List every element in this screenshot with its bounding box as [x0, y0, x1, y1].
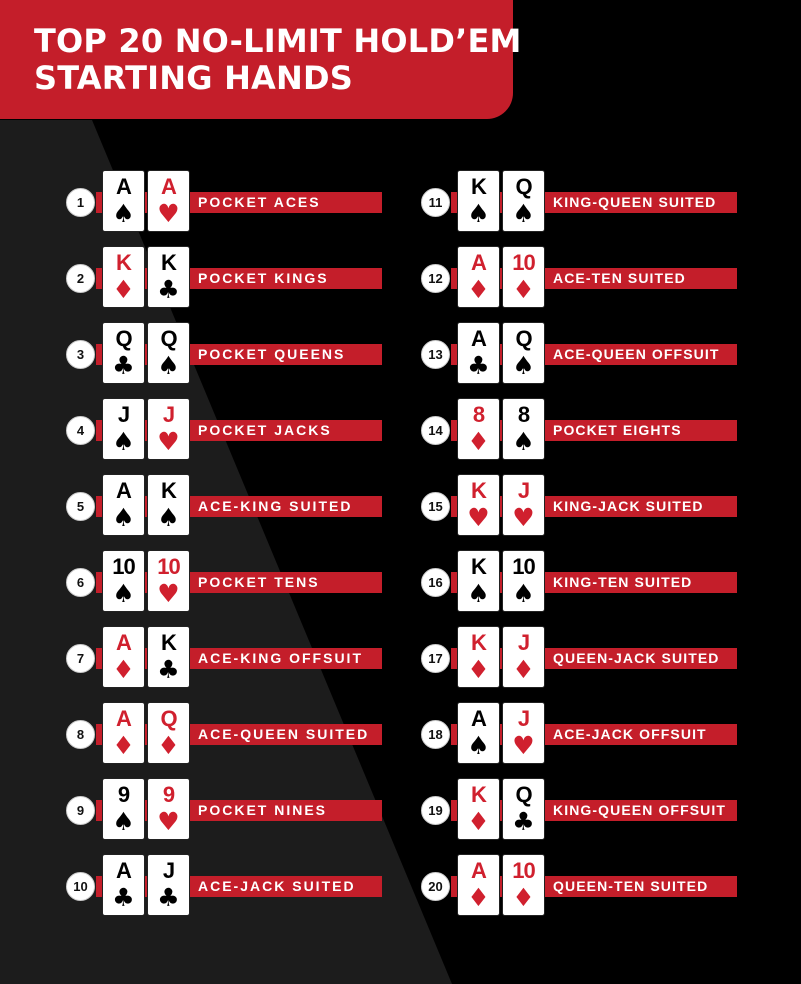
playing-card-first: [102, 474, 145, 536]
hand-row: [421, 322, 741, 386]
card-rank: Q: [160, 706, 177, 731]
suit-icon: ♣: [467, 351, 490, 380]
playing-card-first: [457, 246, 500, 308]
suit-icon: ♦: [112, 655, 135, 684]
card-rank: A: [116, 630, 131, 655]
hand-name-label: POCKET QUEENS: [198, 346, 346, 362]
playing-card-second: [147, 474, 190, 536]
card-rank: K: [471, 478, 486, 503]
playing-card-second: [147, 170, 190, 232]
card-rank: 8: [517, 402, 530, 427]
suit-icon: ♣: [157, 883, 180, 912]
rank-number-badge: 14: [421, 416, 450, 445]
card-rank: A: [116, 174, 131, 199]
suit-icon: ♠: [467, 731, 490, 760]
card-rank: 10: [512, 858, 535, 883]
playing-card-first: [457, 702, 500, 764]
rank-number-badge: 10: [66, 872, 95, 901]
playing-card-first: [457, 170, 500, 232]
hand-row: [421, 854, 741, 918]
suit-icon: ♦: [112, 275, 135, 304]
card-rank: K: [161, 630, 176, 655]
card-rank: K: [471, 630, 486, 655]
playing-card-first: [457, 550, 500, 612]
hand-row: [66, 398, 386, 462]
rank-number-badge: 9: [66, 796, 95, 825]
card-rank: 10: [512, 554, 535, 579]
card-rank: A: [116, 858, 131, 883]
suit-icon: ♠: [157, 503, 180, 532]
hand-row: [66, 170, 386, 234]
playing-card-first: [102, 702, 145, 764]
rank-number-badge: 8: [66, 720, 95, 749]
card-rank: 10: [112, 554, 135, 579]
suit-icon: ♦: [467, 655, 490, 684]
playing-card-first: [457, 322, 500, 384]
hand-name-label: ACE-TEN SUITED: [553, 270, 686, 286]
hand-name-label: KING-QUEEN SUITED: [553, 194, 717, 210]
hand-row: [66, 778, 386, 842]
hand-name-label: QUEEN-JACK SUITED: [553, 650, 720, 666]
hand-name-label: ACE-KING SUITED: [198, 498, 353, 514]
suit-icon: ♦: [512, 275, 535, 304]
card-rank: A: [471, 706, 486, 731]
suit-icon: ♠: [112, 579, 135, 608]
hand-name-label: ACE-JACK OFFSUIT: [553, 726, 707, 742]
playing-card-second: [502, 702, 545, 764]
suit-icon: ♠: [112, 199, 135, 228]
card-rank: 10: [157, 554, 180, 579]
card-rank: Q: [515, 174, 532, 199]
hand-row: [66, 246, 386, 310]
suit-icon: ♣: [512, 807, 535, 836]
suit-icon: ♦: [512, 883, 535, 912]
rank-number-badge: 19: [421, 796, 450, 825]
rank-number-badge: 7: [66, 644, 95, 673]
playing-card-second: [502, 398, 545, 460]
hand-name-label: KING-QUEEN OFFSUIT: [553, 802, 727, 818]
hand-row: [66, 550, 386, 614]
rank-number-badge: 1: [66, 188, 95, 217]
hand-name-label: QUEEN-TEN SUITED: [553, 878, 709, 894]
card-rank: K: [471, 554, 486, 579]
card-rank: J: [162, 402, 175, 427]
suit-icon: ♣: [112, 351, 135, 380]
suit-icon: ♣: [112, 883, 135, 912]
hand-row: [421, 550, 741, 614]
suit-icon: ♦: [512, 655, 535, 684]
suit-icon: ♠: [157, 351, 180, 380]
playing-card-first: [102, 322, 145, 384]
playing-card-second: [502, 170, 545, 232]
page-title-line-2: STARTING HANDS: [34, 59, 354, 97]
rank-number-badge: 2: [66, 264, 95, 293]
card-rank: J: [117, 402, 130, 427]
card-rank: K: [161, 478, 176, 503]
hand-row: [66, 854, 386, 918]
hand-row: [421, 246, 741, 310]
card-rank: A: [471, 858, 486, 883]
suit-icon: ♠: [467, 199, 490, 228]
suit-icon: ♣: [157, 275, 180, 304]
hand-row: [421, 398, 741, 462]
playing-card-first: [102, 246, 145, 308]
card-rank: 10: [512, 250, 535, 275]
suit-icon: ♠: [467, 579, 490, 608]
rank-number-badge: 20: [421, 872, 450, 901]
card-rank: A: [161, 174, 176, 199]
card-rank: Q: [160, 326, 177, 351]
hand-name-label: POCKET NINES: [198, 802, 328, 818]
hand-name-label: ACE-QUEEN SUITED: [198, 726, 370, 742]
playing-card-second: [147, 398, 190, 460]
hand-row: [66, 626, 386, 690]
playing-card-first: [457, 854, 500, 916]
card-rank: J: [517, 630, 530, 655]
suit-icon: ♦: [467, 427, 490, 456]
playing-card-second: [502, 550, 545, 612]
playing-card-second: [147, 322, 190, 384]
hand-name-label: POCKET ACES: [198, 194, 321, 210]
hand-name-label: POCKET TENS: [198, 574, 320, 590]
playing-card-second: [502, 626, 545, 688]
suit-icon: ♠: [512, 427, 535, 456]
suit-icon: ♠: [112, 807, 135, 836]
card-rank: A: [116, 478, 131, 503]
card-rank: Q: [515, 782, 532, 807]
playing-card-first: [457, 626, 500, 688]
hand-name-label: KING-JACK SUITED: [553, 498, 704, 514]
suit-icon: ♠: [512, 579, 535, 608]
rank-number-badge: 16: [421, 568, 450, 597]
card-rank: K: [161, 250, 176, 275]
playing-card-second: [147, 246, 190, 308]
hand-row: [421, 474, 741, 538]
playing-card-first: [102, 550, 145, 612]
card-rank: A: [116, 706, 131, 731]
title-banner: [0, 0, 522, 119]
card-rank: A: [471, 326, 486, 351]
suit-icon: ♥: [157, 199, 180, 228]
suit-icon: ♥: [157, 807, 180, 836]
hand-name-label: ACE-QUEEN OFFSUIT: [553, 346, 720, 362]
card-rank: 9: [162, 782, 175, 807]
playing-card-second: [502, 246, 545, 308]
hand-row: [421, 170, 741, 234]
playing-card-second: [147, 778, 190, 840]
suit-icon: ♦: [467, 275, 490, 304]
suit-icon: ♥: [467, 503, 490, 532]
playing-card-first: [102, 854, 145, 916]
card-rank: Q: [515, 326, 532, 351]
suit-icon: ♦: [467, 883, 490, 912]
playing-card-first: [457, 778, 500, 840]
page-title-line-1: TOP 20 NO-LIMIT HOLD’EM: [34, 22, 522, 60]
card-rank: K: [116, 250, 131, 275]
playing-card-second: [502, 854, 545, 916]
card-rank: 9: [117, 782, 130, 807]
hand-name-label: POCKET EIGHTS: [553, 422, 682, 438]
card-rank: J: [517, 706, 530, 731]
suit-icon: ♦: [112, 731, 135, 760]
playing-card-second: [502, 778, 545, 840]
rank-number-badge: 15: [421, 492, 450, 521]
suit-icon: ♦: [467, 807, 490, 836]
rank-number-badge: 4: [66, 416, 95, 445]
playing-card-second: [502, 474, 545, 536]
playing-card-first: [102, 778, 145, 840]
playing-card-first: [102, 170, 145, 232]
playing-card-second: [147, 854, 190, 916]
suit-icon: ♥: [512, 503, 535, 532]
card-rank: J: [162, 858, 175, 883]
rank-number-badge: 5: [66, 492, 95, 521]
hand-row: [66, 322, 386, 386]
suit-icon: ♥: [157, 579, 180, 608]
hand-row: [66, 702, 386, 766]
hand-row: [66, 474, 386, 538]
hand-name-label: ACE-KING OFFSUIT: [198, 650, 363, 666]
playing-card-second: [147, 702, 190, 764]
rank-number-badge: 11: [421, 188, 450, 217]
suit-icon: ♠: [112, 503, 135, 532]
suit-icon: ♣: [157, 655, 180, 684]
suit-icon: ♦: [157, 731, 180, 760]
rank-number-badge: 12: [421, 264, 450, 293]
suit-icon: ♠: [112, 427, 135, 456]
rank-number-badge: 13: [421, 340, 450, 369]
playing-card-second: [147, 626, 190, 688]
card-rank: 8: [472, 402, 485, 427]
suit-icon: ♠: [512, 351, 535, 380]
card-rank: J: [517, 478, 530, 503]
playing-card-first: [457, 398, 500, 460]
playing-card-first: [102, 626, 145, 688]
hand-name-label: KING-TEN SUITED: [553, 574, 693, 590]
rank-number-badge: 17: [421, 644, 450, 673]
suit-icon: ♠: [512, 199, 535, 228]
hand-name-label: POCKET JACKS: [198, 422, 332, 438]
card-rank: A: [471, 250, 486, 275]
playing-card-second: [502, 322, 545, 384]
hand-name-label: ACE-JACK SUITED: [198, 878, 356, 894]
hand-row: [421, 626, 741, 690]
playing-card-second: [147, 550, 190, 612]
hand-name-label: POCKET KINGS: [198, 270, 329, 286]
rank-number-badge: 18: [421, 720, 450, 749]
suit-icon: ♥: [157, 427, 180, 456]
card-rank: K: [471, 782, 486, 807]
playing-card-first: [457, 474, 500, 536]
hand-row: [421, 702, 741, 766]
hand-row: [421, 778, 741, 842]
card-rank: K: [471, 174, 486, 199]
suit-icon: ♥: [512, 731, 535, 760]
rank-number-badge: 3: [66, 340, 95, 369]
playing-card-first: [102, 398, 145, 460]
card-rank: Q: [115, 326, 132, 351]
rank-number-badge: 6: [66, 568, 95, 597]
